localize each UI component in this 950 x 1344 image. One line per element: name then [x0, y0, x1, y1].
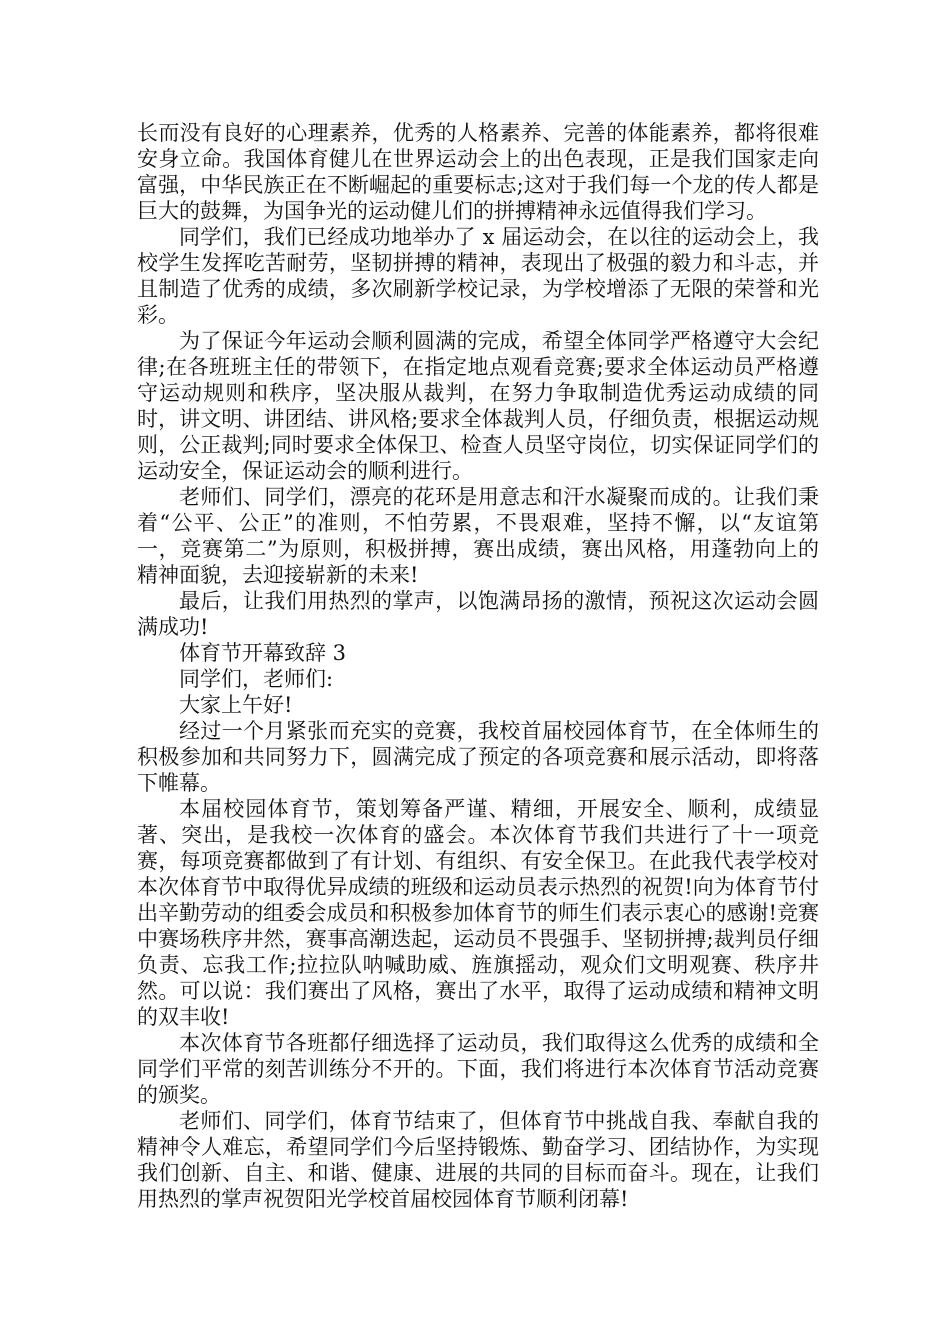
greeting: 大家上午好! [179, 693, 293, 717]
paragraph: 本届校园体育节，策划筹备严谨、精细，开展安全、顺利，成绩显著、突出，是我校一次体育的盛会。本次体育节我们共进行了十一项竞赛，每项竞赛都做到了有计划、有组织、有安全保卫。在此我代表学校对本次体育节中取得优异成绩的班级和运动员表示热烈的祝贺!向为体育节付出辛勤劳动的组委会成员和积极参加体育节的师生们表示衷心的感谢!竞赛中赛场秩序井然，赛事高潮迭起，运动员不畏强手、坚韧拼搏;裁判员仔细负责、忘我工作;拉拉队呐喊助威、旌旗摇动，观众们文明观赛、秩序井然。可以说：我们赛出了风格，赛出了水平，取得了运动成绩和精神文明的双丰收! [137, 797, 819, 1029]
paragraph: 最后，让我们用热烈的掌声，以饱满昂扬的激情，预祝这次运动会圆满成功! [137, 589, 819, 639]
section-heading: 体育节开幕致辞 3 [179, 641, 347, 665]
paragraph: 长而没有良好的心理素养，优秀的人格素养、完善的体能素养，都将很难安身立命。我国体育健儿在世界运动会上的出色表现，正是我们国家走向富强，中华民族正在不断崛起的重要标志;这对于我们每一个龙的传人都是巨大的鼓舞，为国争光的运动健儿们的拼搏精神永远值得我们学习。 [137, 121, 819, 223]
paragraph: 经过一个月紧张而充实的竞赛，我校首届校园体育节，在全体师生的积极参加和共同努力下，圆满完成了预定的各项竞赛和展示活动，即将落下帷幕。 [137, 719, 819, 795]
paragraph: 老师们、同学们，体育节结束了，但体育节中挑战自我、奉献自我的精神令人难忘，希望同学们今后坚持锻炼、勤奋学习、团结协作，为实现我们创新、自主、和谐、健康、进展的共同的目标而奋斗。现在，让我们用热烈的掌声祝贺阳光学校首届校园体育节顺利闭幕! [137, 1109, 819, 1211]
paragraph: 本次体育节各班都仔细选择了运动员，我们取得这么优秀的成绩和全同学们平常的刻苦训练分不开的。下面，我们将进行本次体育节活动竞赛的颁奖。 [137, 1031, 819, 1107]
document-body [137, 120, 819, 1212]
paragraph: 为了保证今年运动会顺利圆满的完成，希望全体同学严格遵守大会纪律;在各班班主任的带领下，在指定地点观看竞赛;要求全体运动员严格遵守运动规则和秩序，坚决服从裁判，在努力争取制造优秀运动成绩的同时，讲文明、讲团结、讲风格;要求全体裁判人员，仔细负责，根据运动规则，公正裁判;同时要求全体保卫、检查人员坚守岗位，切实保证同学们的运动安全，保证运动会的顺利进行。 [137, 329, 819, 483]
paragraph: 同学们，我们已经成功地举办了 x 届运动会，在以往的运动会上，我校学生发挥吃苦耐劳，坚韧拼搏的精神，表现出了极强的毅力和斗志，并且制造了优秀的成绩，多次刷新学校记录，为学校增添了无限的荣誉和光彩。 [137, 225, 819, 327]
paragraph: 老师们、同学们，漂亮的花环是用意志和汗水凝聚而成的。让我们秉着“公平、公正”的准则，不怕劳累，不畏艰难，坚持不懈，以“友谊第一，竞赛第二”为原则，积极拼搏，赛出成绩，赛出风格，用蓬勃向上的精神面貌，去迎接崭新的未来! [137, 485, 819, 587]
salutation: 同学们，老师们: [179, 667, 334, 691]
